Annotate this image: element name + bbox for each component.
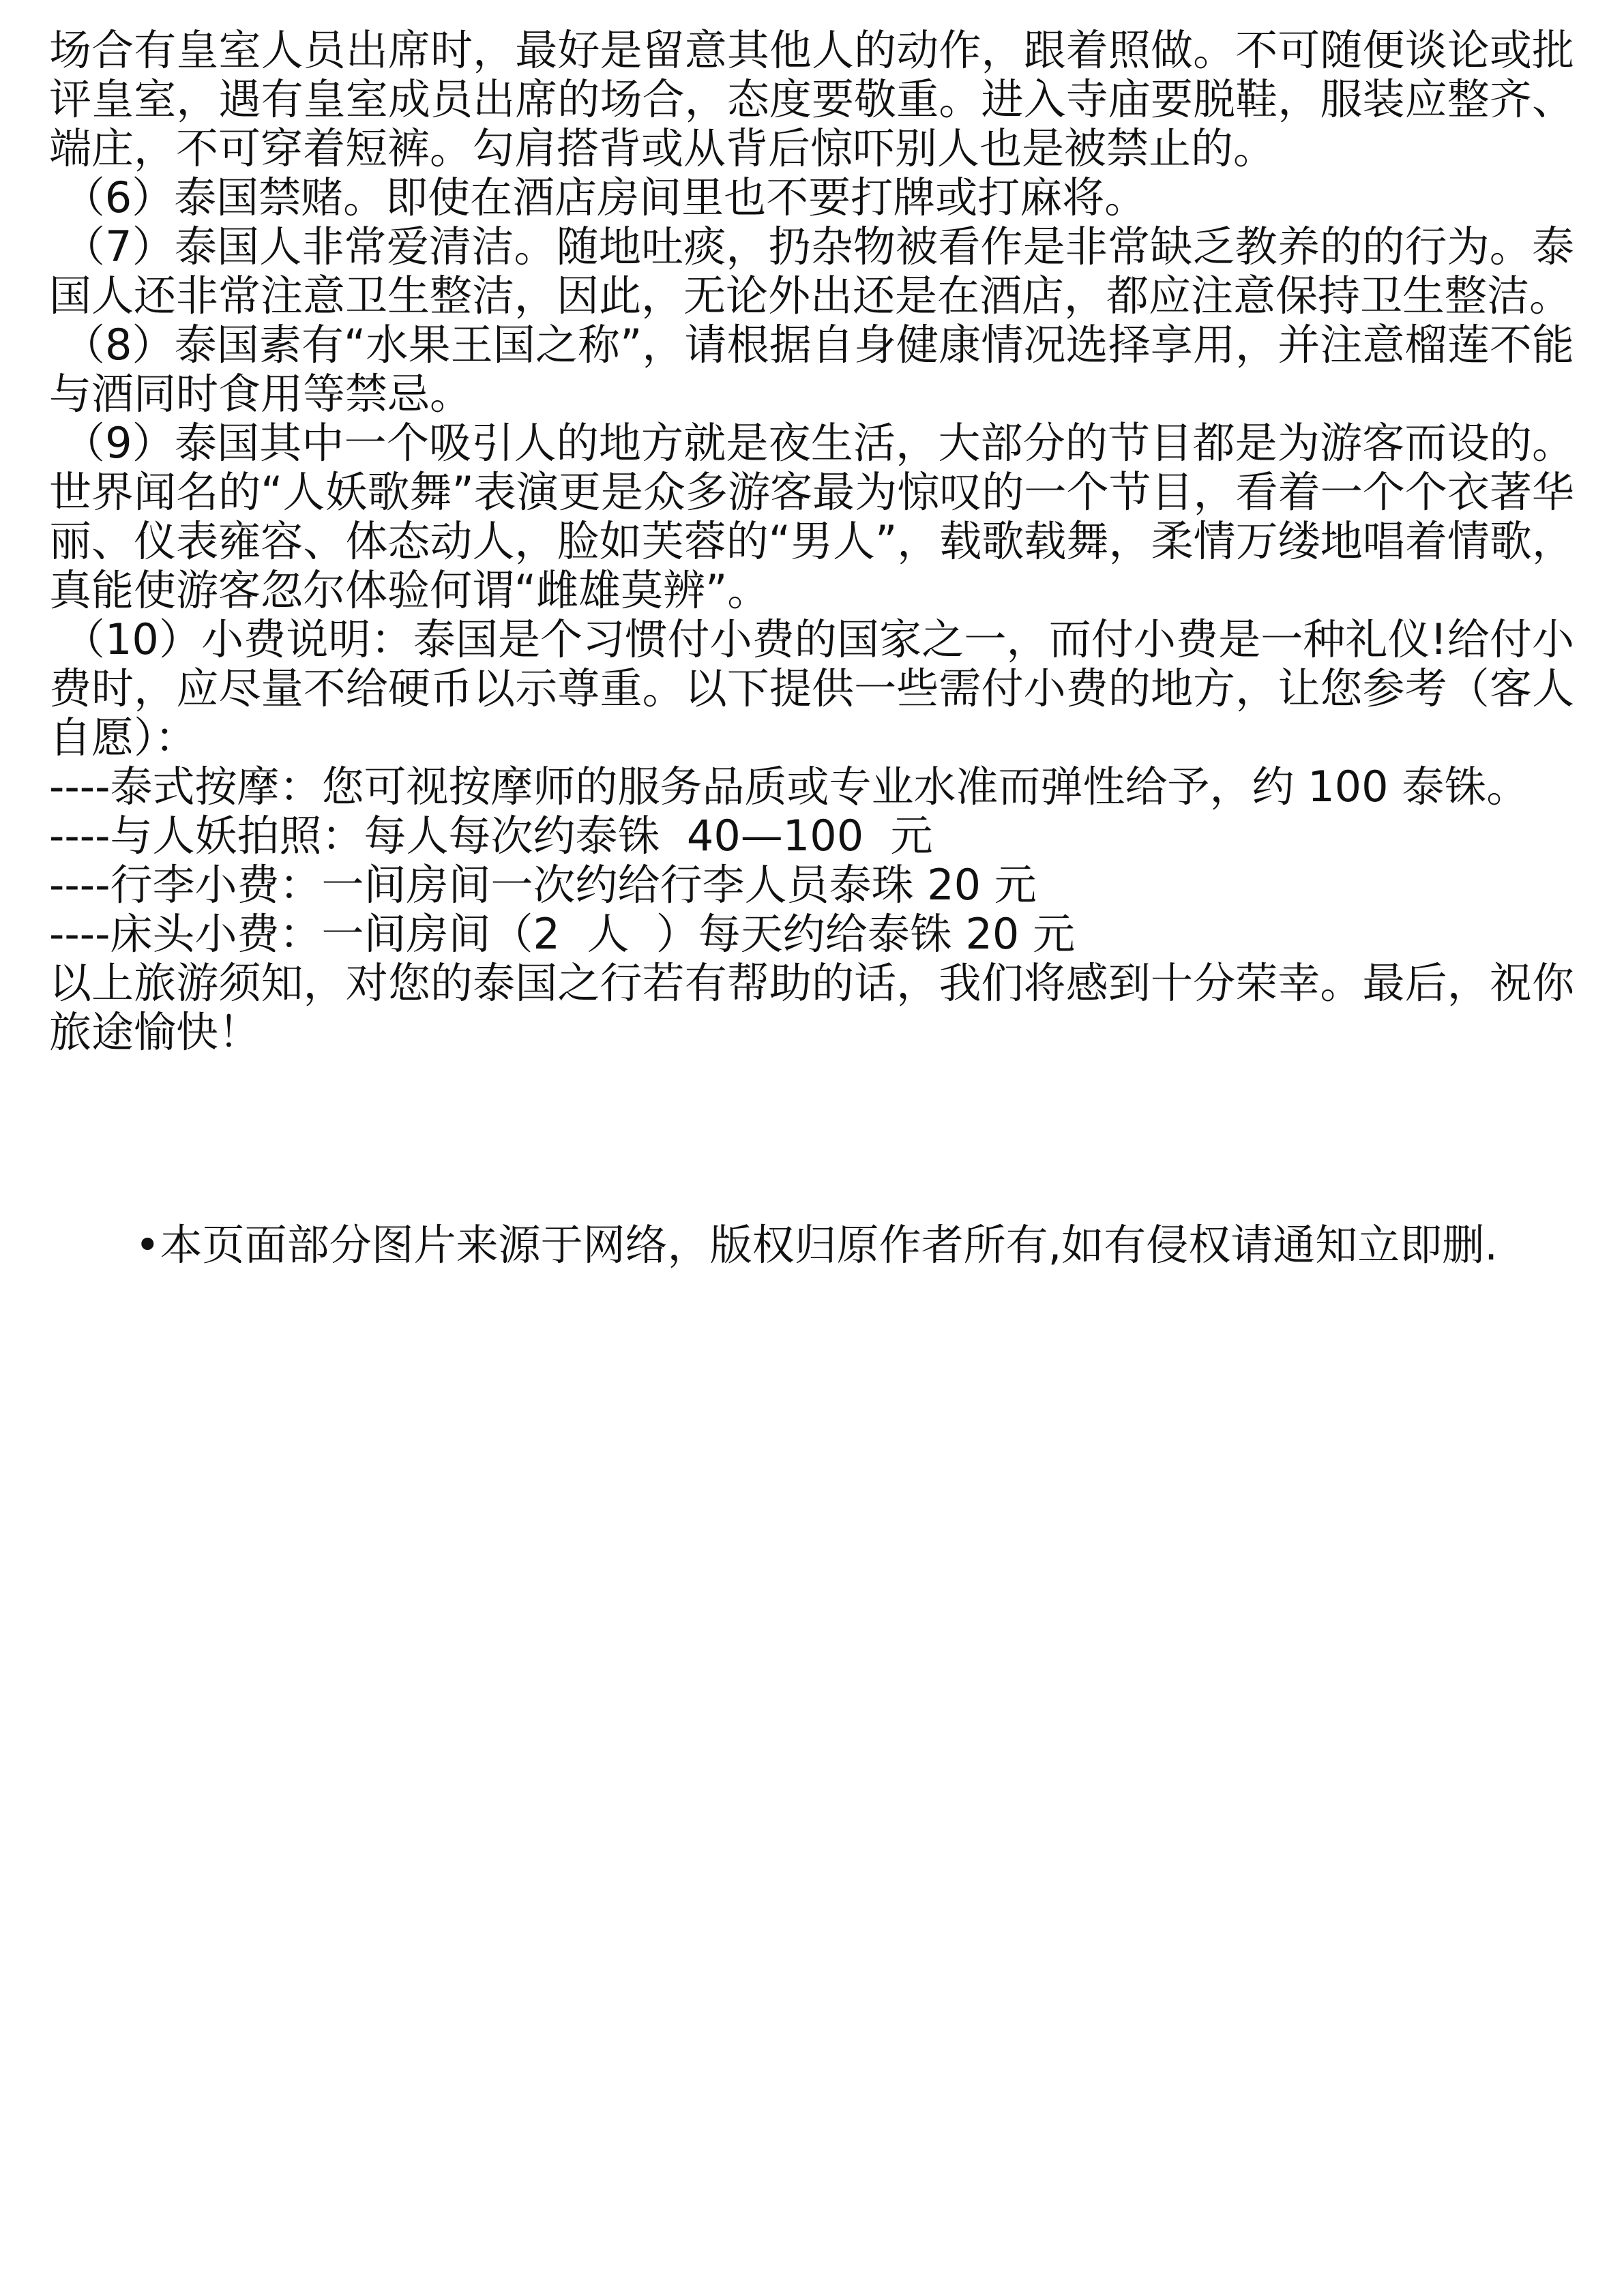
list-item-massage-tip: ----泰式按摩：您可视按摩师的服务品质或专业水准而弹性给予，约 100 泰铢。 — [49, 762, 1529, 811]
document-body — [49, 26, 1574, 1057]
list-item-photo-tip: ----与人妖拍照：每人每次约泰铢 40—100 元 — [49, 811, 933, 861]
list-item-bedside-tip: ----床头小费：一间房间（2 人 ）每天约给泰铢 20 元 — [49, 909, 1076, 959]
paragraph-etiquette: 场合有皇室人员出席时，最好是留意其他人的动作，跟着照做。不可随便谈论或批评皇室，遇有皇室成员出席的场合，态度要敬重。进入寺庙要脱鞋，服装应整齐、端庄，不可穿着短裤。勾肩搭背或从背后惊吓别人也是被禁止的。 — [49, 25, 1574, 173]
paragraph-cleanliness: （7）泰国人非常爱清洁。随地吐痰，扔杂物被看作是非常缺乏教养的的行为。泰国人还非常注意卫生整洁，因此，无论外出还是在酒店，都应注意保持卫生整洁。 — [49, 222, 1574, 320]
paragraph-tipping: （10）小费说明：泰国是个习惯付小费的国家之一，而付小费是一种礼仪!给付小费时，应尽量不给硬币以示尊重。以下提供一些需付小费的地方，让您参考（客人自愿）： — [49, 614, 1574, 762]
paragraph-closing: 以上旅游须知，对您的泰国之行若有帮助的话，我们将感到十分荣幸。最后，祝你旅途愉快！ — [49, 958, 1574, 1057]
paragraph-no-gambling: （6）泰国禁赌。即使在酒店房间里也不要打牌或打麻将。 — [49, 173, 1147, 222]
copyright-note: •本页面部分图片来源于网络，版权归原作者所有,如有侵权请通知立即删. — [135, 1220, 1498, 1270]
paragraph-fruit: （8）泰国素有“水果王国之称”，请根据自身健康情况选择享用，并注意榴莲不能与酒同时食用等禁忌。 — [49, 320, 1575, 419]
list-item-luggage-tip: ----行李小费：一间房间一次约给行李人员泰珠 20 元 — [49, 860, 1037, 910]
paragraph-nightlife: （9）泰国其中一个吸引人的地方就是夜生活，大部分的节目都是为游客而设的。世界闻名的“人妖歌舞”表演更是众多游客最为惊叹的一个节目，看着一个个衣著华丽、仪表雍容、体态动人，脸如芙蓉的“男人”，载歌载舞，柔情万缕地唱着情歌，真能使游客忽尔体验何谓“雌雄莫辨”。 — [49, 418, 1574, 615]
